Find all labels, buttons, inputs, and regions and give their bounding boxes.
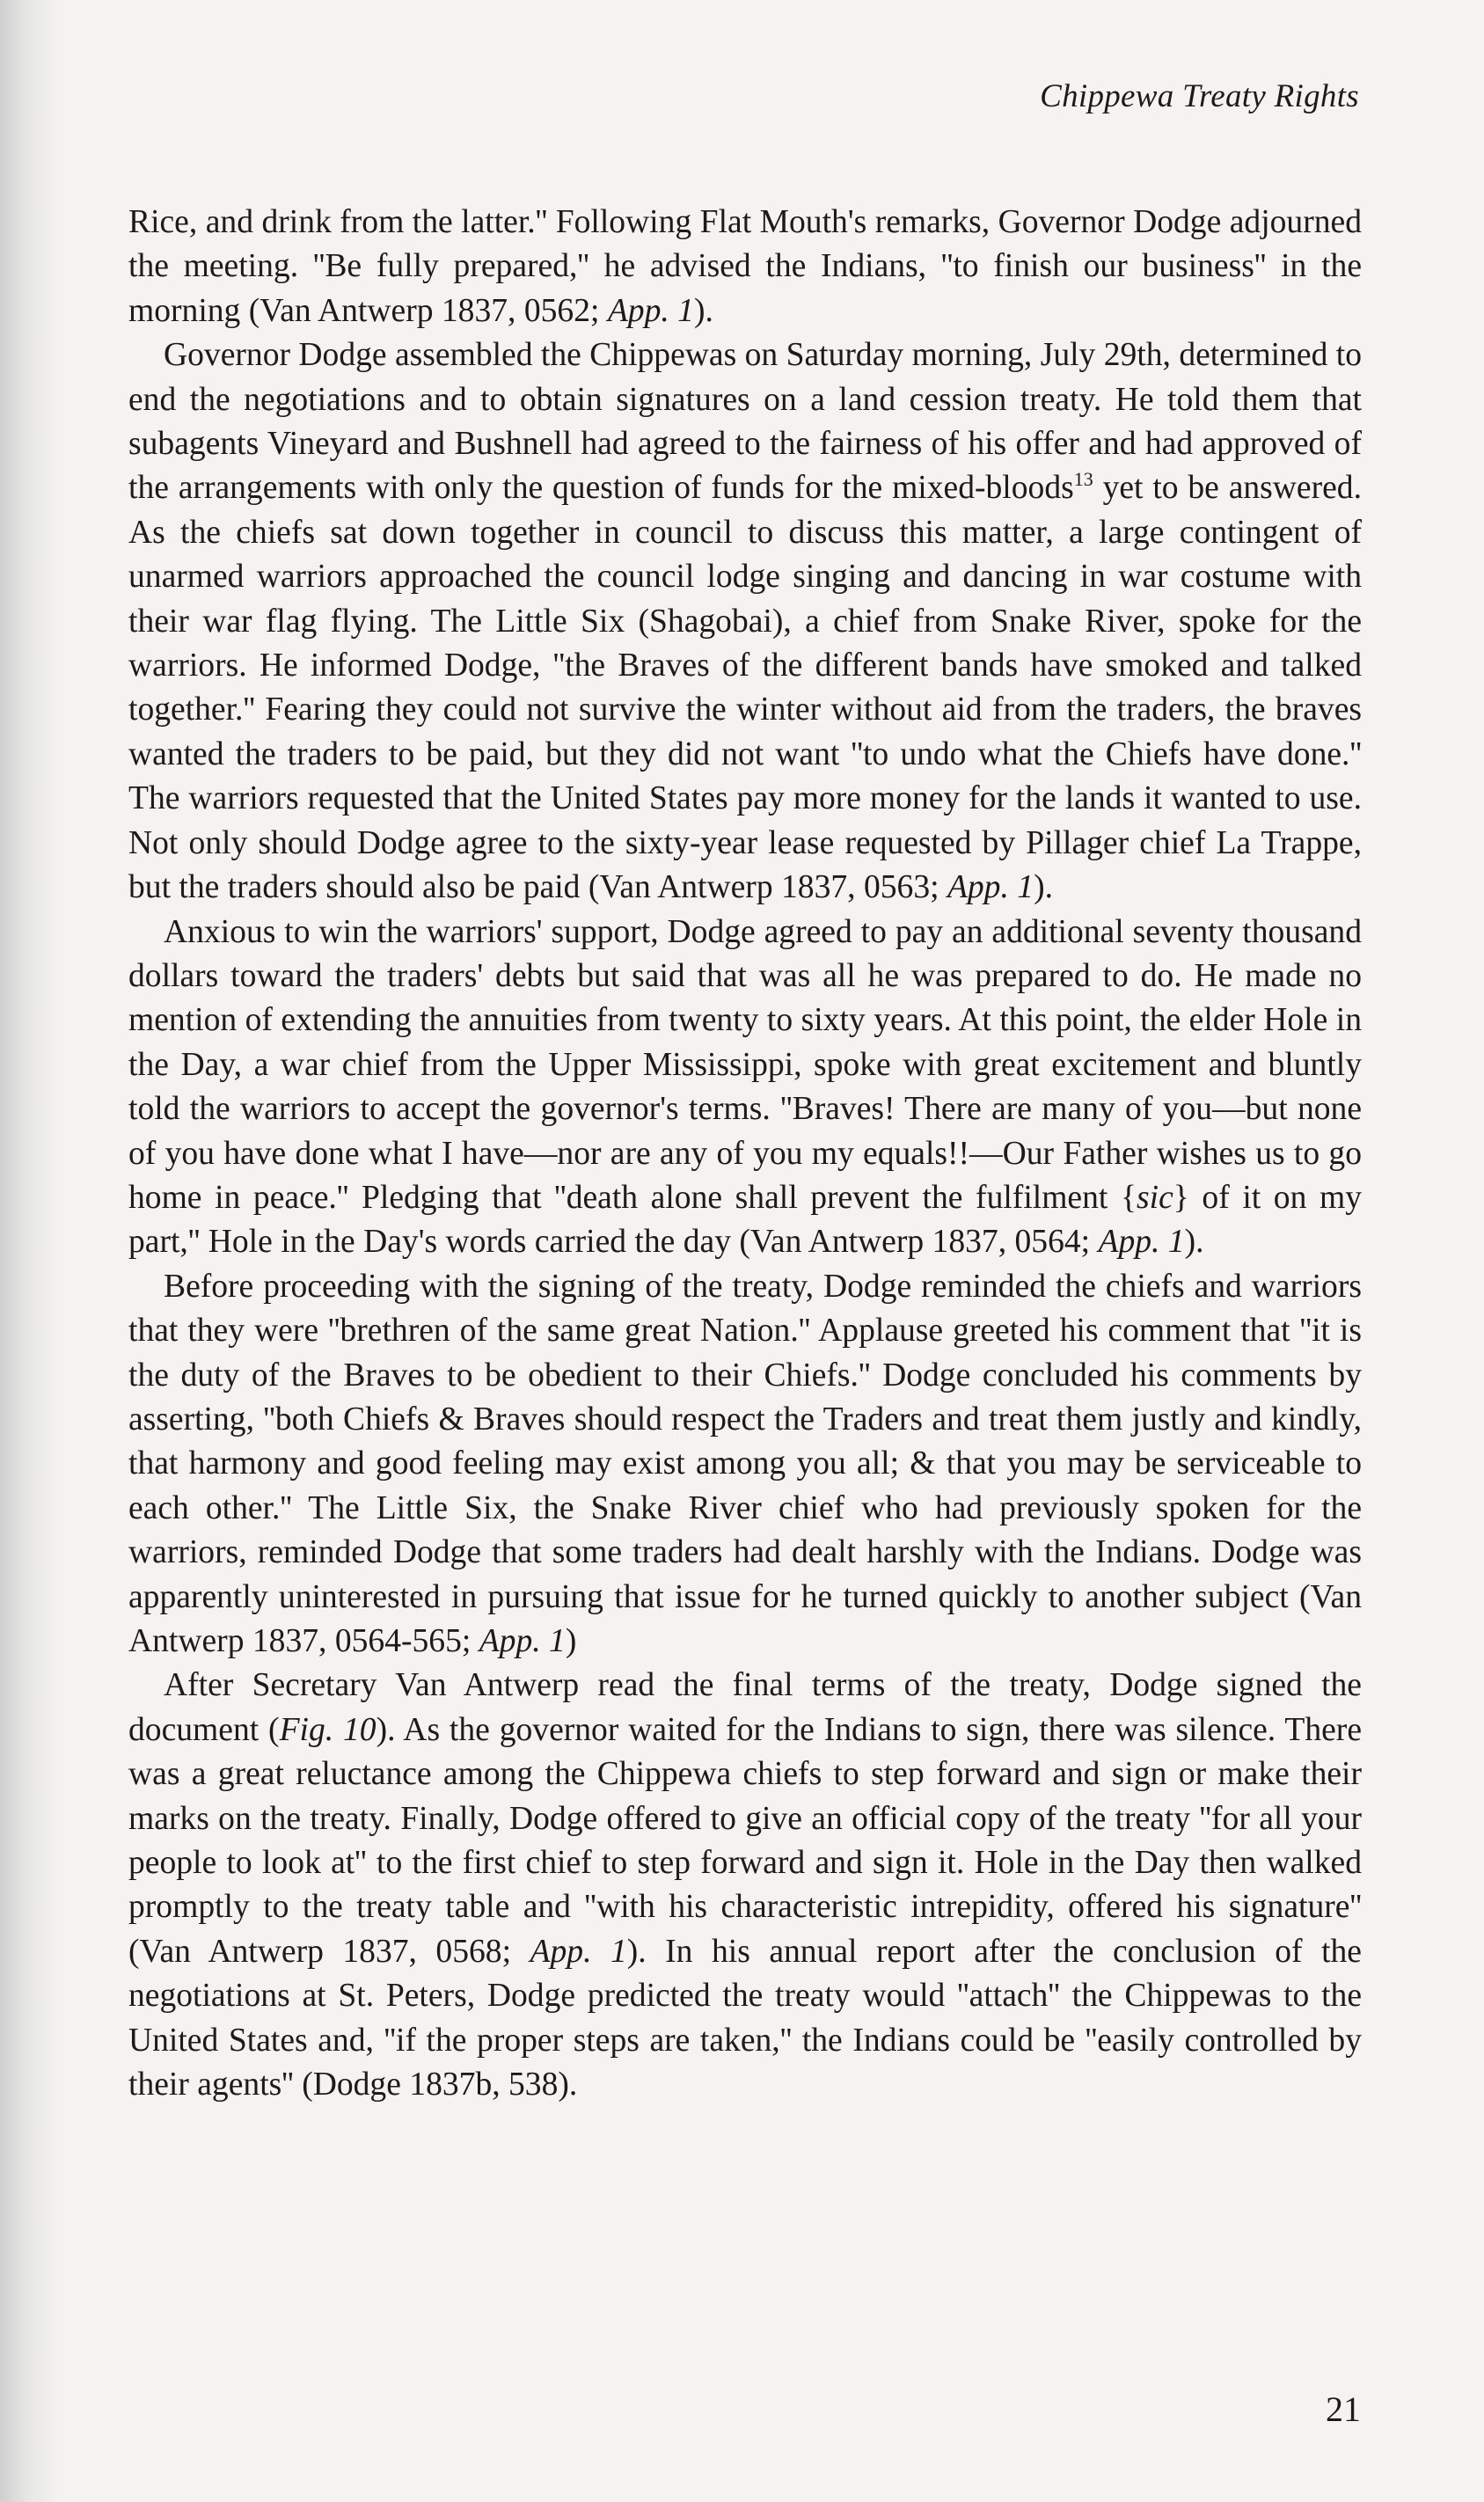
text-run: of it on my part,'' Hole in the Day's words carried the day (Van Antwerp 1837, 0564;: [128, 1179, 1363, 1261]
paragraph: [128, 1265, 1362, 1664]
page-gutter-shadow: [0, 0, 62, 2502]
italic-text: App. 1: [530, 1933, 627, 1970]
text-run: After Secretary Van Antwerp read the final terms of the treaty, Dodge signed the document (: [128, 1667, 1362, 1748]
text-run: Anxious to win the warriors' support, Dodge agreed to pay an additional seventy thousand dollars toward the traders' debts but said that was all he was prepared to do. He made no mention of extending the annuities from twenty to sixty years. At this point, the elder Hole in the Day, a war chief from the Upper Mississippi, spoke with great excitement and bluntly told the warriors to accept the governor's terms. ''Braves! There are many of you—but none of you have done what I have—nor are any of you my equals!!—Our Father wishes us to go home in peace.'' Pledging that ''death alone shall prevent the fulfilment: [128, 913, 1362, 1216]
page-number: 21: [1326, 2389, 1361, 2429]
text-run: ).: [1184, 1224, 1204, 1261]
text-run: }: [1173, 1179, 1189, 1216]
text-run: {: [1120, 1179, 1137, 1216]
text-run: Before proceeding with the signing of the treaty, Dodge reminded the chiefs and warriors that they were ''brethren of the same great Nation.'' Applause greeted his comment that ''it is the duty of the Braves to be obedient to their Chiefs.'' Dodge concluded his comments by asserting, ''both Chiefs & Braves should respect the Traders and treat them justly and kindly, that harmony and good feeling may exist among you all; & that you may be serviceable to each other.'' The Little Six, the Snake River chief who had previously spoken for the warriors, reminded Dodge that some traders had dealt harshly with the Indians. Dodge was apparently uninterested in pursuing that issue for he turned quickly to another subject (Van Antwerp 1837, 0564-565;: [128, 1268, 1362, 1659]
text-run: yet to be answered. As the chiefs sat down together in council to discuss this matter, a large contingent of unarmed warriors approached the council lodge singing and dancing in war costume with their war flag flying. The Little Six (Shagobai), a chief from Snake River, spoke for the warriors. He informed Dodge, ''the Braves of the different bands have smoked and talked together.'' Fearing they could not survive the winter without aid from the traders, the braves wanted the traders to be paid, but they did not want ''to undo what the Chiefs have done.'' The warriors requested that the United States pay more money for the lands it wanted to use. Not only should Dodge agree to the sixty-year lease requested by Pillager chief La Trappe, but the traders should also be paid (Van Antwerp 1837, 0563;: [128, 470, 1362, 906]
footnote-ref: 13: [1073, 468, 1093, 491]
text-run: Governor Dodge assembled the Chippewas on Saturday morning, July 29th, determined to end the negotiations and to obtain signatures on a land cession treaty. He told them that subagents Vineyard and Bushnell had agreed to the fairness of his offer and had approved of the arrangements with only the question of funds for the mixed-bloods: [128, 337, 1362, 507]
text-run: ). As the governor waited for the Indians to sign, there was silence. There was a great reluctance among the Chippewa chiefs to step forward and sign or make their marks on the treaty. Finally, Dodge offered to give an official copy of the treaty ''for all your people to look at'' to the first chief to step forward and sign it. Hole in the Day then walked promptly to the treaty table and ''with his characteristic intrepidity, offered his signature'' (Van Antwerp 1837, 0568;: [128, 1711, 1362, 1970]
text-run: Rice, and drink from the latter.'' Following Flat Mouth's remarks, Governor Dodge adjourned the meeting. ''Be fully prepared,'' he advised the Indians, ''to finish our business'' in the morning (Van Antwerp 1837, 0562;: [128, 204, 1362, 329]
text-run: ): [565, 1623, 577, 1659]
italic-text: App. 1: [947, 869, 1034, 906]
paragraph: [128, 201, 1362, 333]
italic-text: App. 1: [607, 292, 694, 329]
italic-text: App. 1: [1098, 1224, 1185, 1261]
italic-text: App. 1: [479, 1623, 566, 1659]
text-run: ).: [1034, 869, 1053, 906]
running-header: Chippewa Treaty Rights: [1040, 78, 1359, 114]
italic-text: Fig. 10: [279, 1711, 376, 1748]
text-run: ). In his annual report after the conclusion of the negotiations at St. Peters, Dodge predicted the treaty would ''attach'' the Chippewas to the United States and, ''if the proper steps are taken,'' the Indians could be ''easily controlled by their agents'' (Dodge 1837b, 538).: [128, 1933, 1362, 2103]
paragraph: [128, 911, 1362, 1265]
italic-text: sic: [1137, 1179, 1173, 1216]
paragraph: [128, 333, 1362, 910]
text-run: ).: [693, 292, 713, 329]
paragraph: [128, 1664, 1362, 2107]
body-text: [128, 201, 1362, 2107]
